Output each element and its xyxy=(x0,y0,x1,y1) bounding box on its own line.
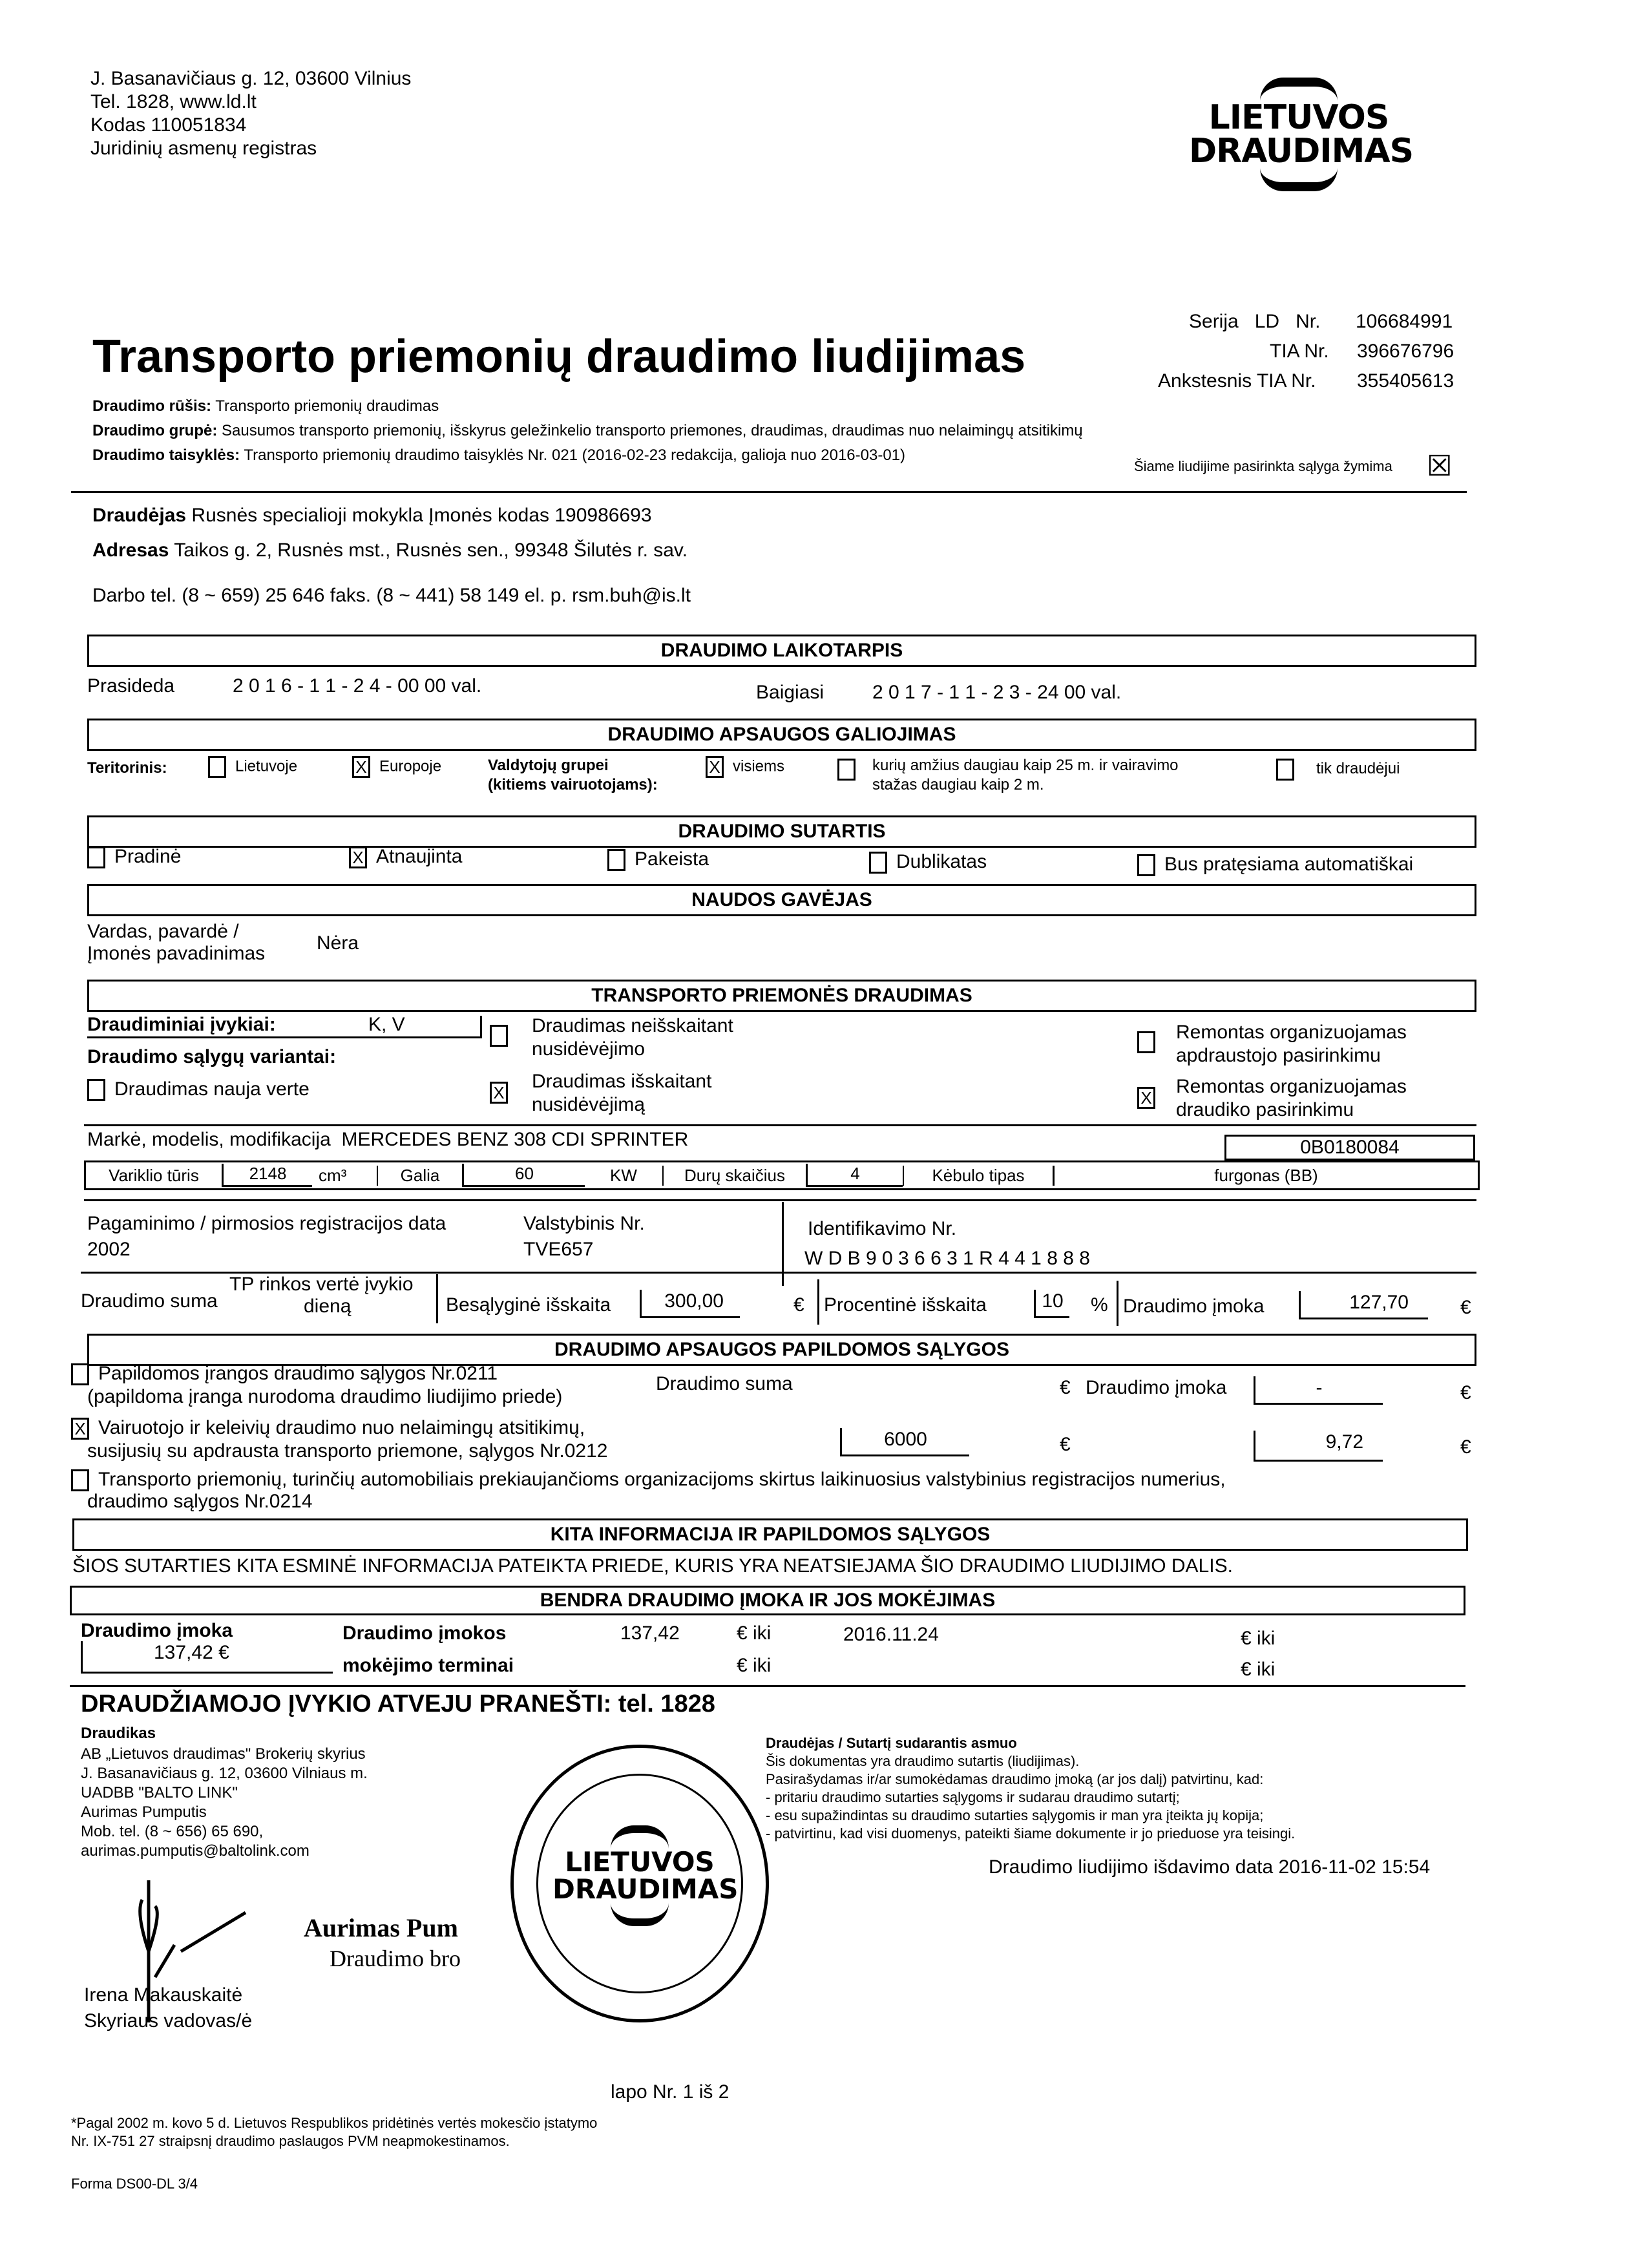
driver-label-2: susijusių su apdrausta transporto priemone, sąlygos Nr.0212 xyxy=(87,1440,608,1462)
with-depr-label-1: Draudimas išskaitant xyxy=(532,1071,712,1092)
form-code: Forma DS00-DL 3/4 xyxy=(71,2176,198,2192)
driver-sum-value: 6000 xyxy=(840,1428,969,1456)
driver-premium-currency: € xyxy=(1460,1436,1471,1458)
percent-label: Procentinė išskaita xyxy=(824,1294,987,1316)
insurer-line: Aurimas Pumputis xyxy=(81,1803,207,1821)
sum-value-1: TP rinkos vertė įvykio xyxy=(229,1274,414,1295)
vin-label: Identifikavimo Nr. xyxy=(808,1218,957,1239)
checkbox-equipment[interactable]: Papildomos įrangos draudimo sąlygos Nr.0211 xyxy=(71,1362,498,1385)
checkbox-no-depreciation[interactable] xyxy=(490,1024,517,1047)
no-depr-label-2: nusidėvėjimo xyxy=(532,1038,646,1060)
make-model: Markė, modelis, modifikacija MERCEDES BENZ 308 CDI SPRINTER xyxy=(87,1129,689,1150)
over25-label-2: stažas daugiau kaip 2 m. xyxy=(872,776,1044,793)
issue-date: Draudimo liudijimo išdavimo data 2016-11-02 15:54 xyxy=(989,1856,1431,1878)
other-info-text: ŠIOS SUTARTIES KITA ESMINĖ INFORMACIJA PATEIKTA PRIEDE, KURIS YRA NEATSIEJAMA ŠIO DRAUDIMO LIUDIJIMO DALIS. xyxy=(72,1555,1233,1577)
installment-4-until: € iki xyxy=(1241,1659,1276,1680)
with-depr-label-2: nusidėvėjimą xyxy=(532,1094,646,1115)
deductible-label: Besąlyginė išskaita xyxy=(446,1294,611,1316)
repair-insured-label-1: Remontas organizuojamas xyxy=(1176,1022,1407,1043)
territory-label: Teritorinis: xyxy=(87,759,167,777)
additional-premium-label: Draudimo įmoka xyxy=(1086,1377,1227,1398)
prev-tia-number: 355405613 xyxy=(1357,370,1454,392)
additional-sum-label: Draudimo suma xyxy=(656,1373,793,1394)
insured-address: Adresas Taikos g. 2, Rusnės mst., Rusnės sen., 99348 Šilutės r. sav. xyxy=(92,540,688,561)
plate-label: Valstybinis Nr. xyxy=(523,1213,645,1234)
insured-name: Draudėjas Rusnės specialioji mokykla Įmonės kodas 190986693 xyxy=(92,505,652,526)
policyholder-line: - esu supažindintas su draudimo sutarties sąlygomis ir man yra įteikta jų kopija; xyxy=(766,1807,1264,1823)
company-logo: LIETUVOS DRAUDIMAS xyxy=(1189,78,1409,191)
equipment-label-2: (papildoma įranga nurodoma draudimo liudijimo priede) xyxy=(87,1386,563,1407)
events-label: Draudiminiai įvykiai: xyxy=(87,1014,276,1035)
checkbox-temp-plates[interactable]: Transporto priemonių, turinčių automobiliais prekiaujančioms organizacijoms skirtus laikinuosius valstybinius registracijos numerius, xyxy=(71,1468,1226,1491)
prev-tia-label: Ankstesnis TIA Nr. xyxy=(1158,370,1316,392)
installment-1-amount: 137,42 xyxy=(620,1622,680,1644)
percent-value: 10 xyxy=(1034,1290,1069,1318)
beneficiary-label-2: Įmonės pavadinimas xyxy=(87,943,266,964)
checkbox-repair-insurer[interactable]: X xyxy=(1137,1086,1164,1109)
total-premium-value: 137,42 € xyxy=(81,1641,333,1674)
premium-currency: € xyxy=(1460,1297,1471,1318)
policyholder-line: Pasirašydamas ir/ar sumokėdamas draudimo įmoką (ar jos dalį) patvirtinu, kad: xyxy=(766,1771,1264,1787)
section-other-header: KITA INFORMACIJA IR PAPILDOMOS SĄLYGOS xyxy=(72,1518,1468,1551)
premium-label: Draudimo įmoka xyxy=(1123,1296,1265,1317)
tia-number: 396676796 xyxy=(1357,341,1454,362)
insured-contacts: Darbo tel. (8 ~ 659) 25 646 faks. (8 ~ 441) 58 149 el. p. rsm.buh@is.lt xyxy=(92,585,691,606)
insurance-group: Draudimo grupė: Sausumos transporto priemonių, išskyrus geležinkelio transporto priemones, draudimas, draudimas nuo nelaimingų atsitikimų xyxy=(92,422,1083,439)
year-value: 2002 xyxy=(87,1239,131,1260)
policyholder-line: - patvirtinu, kad visi duomenys, pateikti šiame dokumente ir jo prieduose yra teisingi. xyxy=(766,1825,1296,1842)
checkbox-with-depreciation[interactable]: X xyxy=(490,1080,517,1104)
logo-arc-top-icon xyxy=(1260,78,1338,101)
installment-1-date: 2016.11.24 xyxy=(843,1624,939,1645)
checked-box-icon: ☒ xyxy=(1427,450,1453,482)
policyholder-line: - pritariu draudimo sutarties sąlygoms ir sudarau draudimo sutartį; xyxy=(766,1789,1180,1805)
section-validity-header: DRAUDIMO APSAUGOS GALIOJIMAS xyxy=(87,719,1476,751)
footnote-line-1: *Pagal 2002 m. kovo 5 d. Lietuvos Respublikos pridėtinės vertės mokesčio įstatymo xyxy=(71,2115,598,2131)
installment-2-until: € iki xyxy=(1241,1628,1276,1649)
period-end-value: 2 0 1 7 - 1 1 - 2 3 - 24 00 val. xyxy=(872,682,1122,703)
engine-power: 60 xyxy=(462,1164,585,1187)
footnote-line-2: Nr. IX-751 27 straipsnį draudimo paslaugos PVM neapmokestinamos. xyxy=(71,2133,510,2149)
checkbox-europoje[interactable]: X Europoje xyxy=(352,756,441,778)
checkbox-repair-insured[interactable] xyxy=(1137,1030,1164,1053)
policyholder-line: Šis dokumentas yra draudimo sutartis (liudijimas). xyxy=(766,1753,1080,1769)
events-value: K, V xyxy=(368,1014,405,1035)
company-stamp: LIETUVOS DRAUDIMAS xyxy=(510,1745,769,2022)
ld-number: 106684991 xyxy=(1356,311,1453,332)
insurer-line: Mob. tel. (8 ~ 656) 65 690, xyxy=(81,1823,264,1840)
temp-label-2: draudimo sąlygos Nr.0214 xyxy=(87,1491,313,1512)
checkbox-driver-accident[interactable]: X Vairuotojo ir keleivių draudimo nuo nelaimingų atsitikimų, xyxy=(71,1416,585,1440)
section-additional-header: DRAUDIMO APSAUGOS PAPILDOMOS SĄLYGOS xyxy=(87,1334,1476,1366)
insurer-line: J. Basanavičiaus g. 12, 03600 Vilniaus m. xyxy=(81,1765,368,1782)
insurer-email: aurimas.pumputis@baltolink.com xyxy=(81,1842,310,1860)
insurer-line: UADBB "BALTO LINK" xyxy=(81,1784,238,1801)
equip-premium-currency: € xyxy=(1460,1382,1471,1403)
sum-value-2: dieną xyxy=(304,1296,352,1317)
insurance-rules: Draudimo taisyklės: Transporto priemonių draudimo taisyklės Nr. 021 (2016-02-23 redakcija, galioja nuo 2016-03-01) xyxy=(92,446,906,464)
page-title: Transporto priemonių draudimo liudijimas xyxy=(92,331,1026,383)
section-vehicle-header: TRANSPORTO PRIEMONĖS DRAUDIMAS xyxy=(87,980,1476,1012)
period-end-label: Baigiasi xyxy=(756,682,824,703)
driver-sum-currency: € xyxy=(1060,1434,1071,1455)
variants-label: Draudimo sąlygų variantai: xyxy=(87,1046,337,1067)
notify-phone: DRAUDŽIAMOJO ĮVYKIO ATVEJU PRANEŠTI: tel. 1828 xyxy=(81,1690,715,1717)
installment-3-until: € iki xyxy=(737,1655,772,1676)
no-depr-label-1: Draudimas neišskaitant xyxy=(532,1015,733,1036)
mark-note: Šiame liudijime pasirinkta sąlyga žymima xyxy=(1134,458,1392,474)
deductible-currency: € xyxy=(793,1294,804,1316)
company-contacts: Tel. 1828, www.ld.lt xyxy=(90,91,257,112)
company-code: Kodas 110051834 xyxy=(90,114,247,136)
repair-insurer-label-1: Remontas organizuojamas xyxy=(1176,1076,1407,1097)
repair-insured-label-2: apdraustojo pasirinkimu xyxy=(1176,1045,1381,1066)
group-label-2: (kitiems vairuotojams): xyxy=(488,776,658,793)
checkbox-pakeista[interactable]: Pakeista xyxy=(607,848,709,871)
stamp-arc-top-icon xyxy=(611,1825,669,1849)
signer-title: Skyriaus vadovas/ė xyxy=(84,2010,253,2032)
section-period-header: DRAUDIMO LAIKOTARPIS xyxy=(87,635,1476,667)
equip-sum-currency: € xyxy=(1060,1377,1071,1398)
over25-label-1: kurių amžius daugiau kaip 25 m. ir vairavimo xyxy=(872,757,1179,774)
serija-label: Serija LD Nr. xyxy=(1189,311,1321,332)
company-address: J. Basanavičiaus g. 12, 03600 Vilnius xyxy=(90,68,412,89)
stamp-arc-bottom-icon xyxy=(611,1903,669,1926)
insurer-line: AB „Lietuvos draudimas" Brokerių skyrius xyxy=(81,1745,366,1763)
checkbox-new-value[interactable]: Draudimas nauja verte xyxy=(87,1078,310,1101)
company-registry: Juridinių asmenų registras xyxy=(90,138,317,159)
insurer-label: Draudikas xyxy=(81,1725,156,1742)
premium-value: 127,70 xyxy=(1299,1291,1428,1319)
section-payment-header: BENDRA DRAUDIMO ĮMOKA IR JOS MOKĖJIMAS xyxy=(70,1586,1465,1615)
body-type: furgonas (BB) xyxy=(1053,1166,1478,1186)
period-start-value: 2 0 1 6 - 1 1 - 2 4 - 00 00 val. xyxy=(233,675,482,697)
terms-label-2: mokėjimo terminai xyxy=(342,1655,514,1676)
sum-label: Draudimo suma xyxy=(81,1290,218,1312)
checkbox-tik-draudejui[interactable]: tik draudėjui xyxy=(1276,759,1400,781)
checkbox-lietuvoje[interactable]: Lietuvoje xyxy=(208,756,297,778)
checkbox-over25[interactable] xyxy=(837,759,865,781)
engine-volume: 2148 xyxy=(222,1164,312,1187)
equip-premium-value: - xyxy=(1254,1376,1383,1405)
broker-stamp-title: Draudimo bro xyxy=(330,1946,461,1971)
checkbox-visiems[interactable]: X visiems xyxy=(706,756,784,778)
checkbox-dublikatas[interactable]: Dublikatas xyxy=(869,850,987,874)
installment-1-until: € iki xyxy=(737,1622,772,1644)
repair-insurer-label-2: draudiko pasirinkimu xyxy=(1176,1099,1354,1120)
signer-name: Irena Makauskaitė xyxy=(84,1984,243,2006)
vehicle-specs-row: Variklio tūris 2148 cm³ Galia 60 KW Durų skaičius 4 Kėbulo tipas furgonas (BB) xyxy=(84,1160,1480,1190)
section-contract-header: DRAUDIMO SUTARTIS xyxy=(87,815,1476,848)
plate-value: TVE657 xyxy=(523,1239,594,1260)
year-label: Pagaminimo / pirmosios registracijos data xyxy=(87,1213,446,1234)
section-beneficiary-header: NAUDOS GAVĖJAS xyxy=(87,884,1476,916)
insurance-type: Draudimo rūšis: Transporto priemonių draudimas xyxy=(92,397,439,415)
period-start-label: Prasideda xyxy=(87,675,175,697)
broker-stamp-name: Aurimas Pum xyxy=(304,1913,458,1942)
percent-unit: % xyxy=(1091,1294,1108,1316)
beneficiary-value: Nėra xyxy=(317,932,359,954)
checkbox-auto-renew[interactable]: Bus pratęsiama automatiškai xyxy=(1137,853,1413,876)
terms-label-1: Draudimo įmokos xyxy=(342,1622,507,1644)
divider xyxy=(71,491,1467,493)
vin-value: W D B 9 0 3 6 6 3 1 R 4 4 1 8 8 8 xyxy=(804,1248,1090,1269)
group-label-1: Valdytojų grupei xyxy=(488,757,609,774)
deductible-value: 300,00 xyxy=(640,1290,740,1318)
checkbox-pradine[interactable]: Pradinė xyxy=(87,845,181,868)
policyholder-label: Draudėjas / Sutartį sudarantis asmuo xyxy=(766,1735,1017,1751)
driver-premium-value: 9,72 xyxy=(1254,1431,1383,1462)
page-number: lapo Nr. 1 iš 2 xyxy=(611,2081,730,2103)
tia-label: TIA Nr. xyxy=(1270,341,1329,362)
door-count: 4 xyxy=(806,1164,903,1187)
total-premium-label: Draudimo įmoka xyxy=(81,1620,233,1641)
registration-certificate: 0B0180084 xyxy=(1224,1135,1475,1160)
checkbox-atnaujinta[interactable]: X Atnaujinta xyxy=(349,845,462,868)
logo-arc-bottom-icon xyxy=(1260,168,1338,191)
beneficiary-label-1: Vardas, pavardė / xyxy=(87,921,239,942)
